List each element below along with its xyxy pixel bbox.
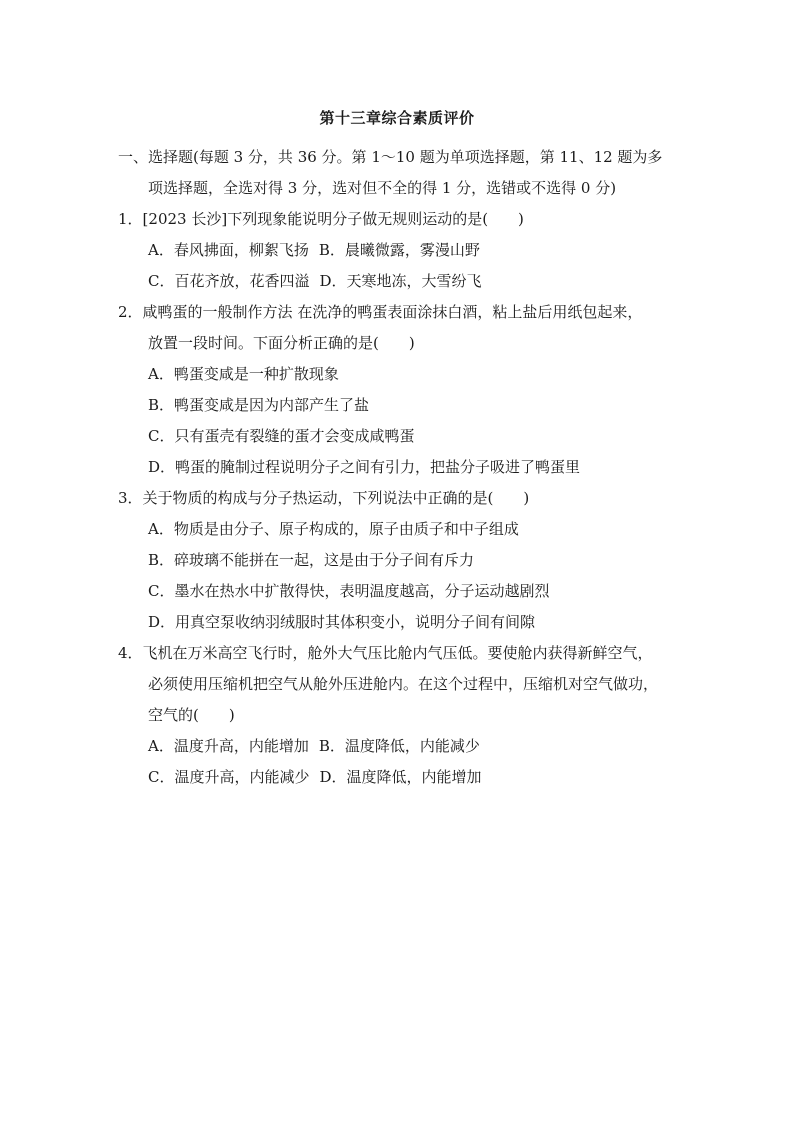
question-2-option-c: C．只有蛋壳有裂缝的蛋才会变成咸鸭蛋	[148, 427, 415, 445]
section-heading: 一、选择题(每题 3 分，共 36 分。第 1～10 题为单项选择题，第 11、12 题为多	[118, 148, 663, 166]
question-4-options-row-1	[148, 731, 678, 762]
question-4-stem-continued-2: 空气的( )	[148, 706, 235, 724]
question-1-options-row-2	[148, 266, 678, 297]
question-4-stem-continued-1: 必须使用压缩机把空气从舱外压进舱内。在这个过程中，压缩机对空气做功，	[148, 675, 659, 693]
question-2-option-d: D．鸭蛋的腌制过程说明分子之间有引力，把盐分子吸进了鸭蛋里	[148, 458, 581, 476]
question-3	[118, 483, 678, 638]
question-1-option-b: B．晨曦微露，雾漫山野	[318, 241, 480, 259]
question-2	[118, 297, 678, 483]
question-4	[118, 638, 678, 793]
question-4-option-c: C．温度升高，内能减少	[148, 768, 310, 786]
question-2-stem: 2．咸鸭蛋的一般制作方法 在洗净的鸭蛋表面涂抹白酒，粘上盐后用纸包起来，	[118, 303, 643, 321]
question-3-option-b: B．碎玻璃不能拼在一起，这是由于分子间有斥力	[148, 551, 475, 569]
question-1-option-a: A．春风拂面，柳絮飞扬	[148, 241, 309, 259]
question-4-option-a: A．温度升高，内能增加	[148, 737, 309, 755]
question-1	[118, 204, 678, 297]
question-4-stem: 4．飞机在万米高空飞行时，舱外大气压比舱内气压低。要使舱内获得新鲜空气，	[118, 644, 653, 662]
exam-content	[118, 142, 678, 793]
question-4-option-d: D．温度降低，内能增加	[319, 768, 482, 786]
page-title: 第十三章综合素质评价	[319, 109, 475, 127]
question-1-option-d: D．天寒地冻，大雪纷飞	[319, 272, 482, 290]
question-4-options-row-2	[148, 762, 678, 793]
question-1-option-c: C．百花齐放，花香四溢	[148, 272, 310, 290]
question-3-option-a: A．物质是由分子、原子构成的，原子由质子和中子组成	[148, 520, 519, 538]
question-2-stem-continued: 放置一段时间。下面分析正确的是( )	[148, 334, 415, 352]
question-2-option-b: B．鸭蛋变咸是因为内部产生了盐	[148, 396, 370, 414]
question-3-option-c: C．墨水在热水中扩散得快，表明温度越高，分子运动越剧烈	[148, 582, 550, 600]
question-4-option-b: B．温度降低，内能减少	[318, 737, 480, 755]
question-1-stem: 1．[2023 长沙]下列现象能说明分子做无规则运动的是( )	[118, 210, 524, 228]
question-2-option-a: A．鸭蛋变咸是一种扩散现象	[148, 365, 339, 383]
question-1-options-row-1	[148, 235, 678, 266]
question-3-option-d: D．用真空泵收纳羽绒服时其体积变小，说明分子间有间隙	[148, 613, 536, 631]
section-heading-continued: 项选择题，全选对得 3 分，选对但不全的得 1 分，选错或不选得 0 分)	[148, 179, 617, 197]
question-3-stem: 3．关于物质的构成与分子热运动，下列说法中正确的是( )	[118, 489, 530, 507]
